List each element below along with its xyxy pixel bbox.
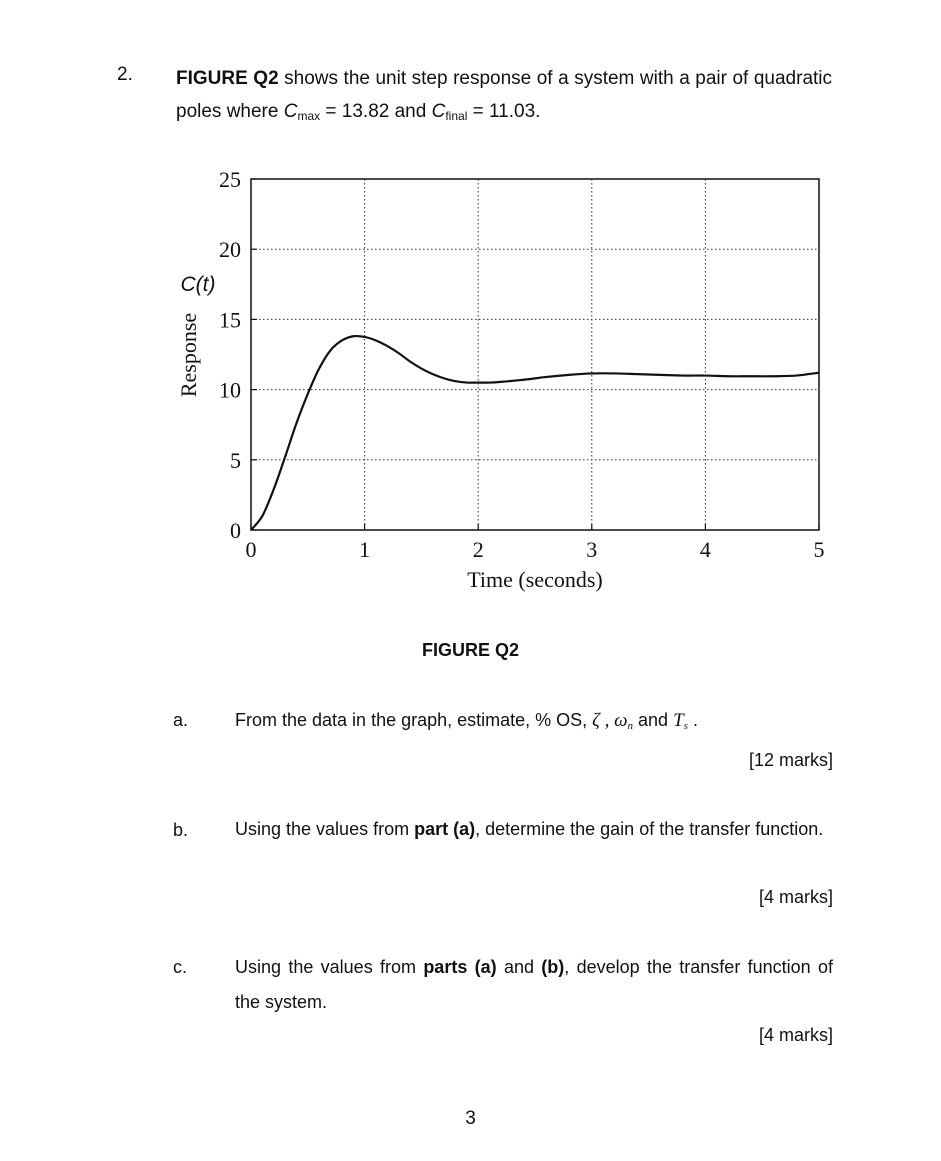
part-c-letter: c. — [173, 957, 188, 977]
response-curve — [251, 336, 819, 530]
settling-time-subscript: s — [683, 720, 688, 732]
question-text-part-1: shows the unit step response of a system with a pair of quadratic poles where — [176, 68, 833, 122]
y-tick-label: 10 — [219, 377, 241, 403]
part-b-bold-ref: part (a) — [414, 819, 476, 839]
x-tick-label: 4 — [699, 537, 711, 562]
y-axis-label: Response — [176, 312, 201, 398]
y-tick-label: 25 — [219, 167, 241, 192]
part-c-text-1: Using the values from — [235, 957, 424, 977]
cmax-symbol: C — [283, 101, 298, 122]
question-number: 2. — [117, 64, 133, 85]
part-a-end: . — [687, 710, 698, 730]
cmax-value: = 13.82 and — [320, 101, 432, 122]
cfinal-value: = 11.03. — [467, 101, 541, 122]
y-tick-label: 20 — [219, 237, 241, 263]
part-b-letter: b. — [173, 820, 189, 840]
part-a-letter: a. — [173, 710, 189, 730]
part-a-and: and — [633, 710, 674, 730]
part-c-text-3: , develop the transfer function of the system. — [235, 957, 833, 1012]
part-c-marks: [4 marks] — [758, 1025, 833, 1045]
part-c-text-2: and — [496, 957, 542, 977]
zeta-omega-symbols: ζ , ω — [592, 710, 628, 731]
part-b-text — [235, 812, 833, 847]
chart-frame — [251, 179, 819, 530]
chart-ticks — [219, 167, 825, 562]
cmax-subscript: max — [297, 109, 321, 123]
y-tick-label: 15 — [219, 307, 241, 333]
part-a-text — [235, 703, 833, 744]
x-axis-label: Time (seconds) — [467, 567, 603, 592]
cfinal-subscript: final — [445, 109, 468, 123]
part-c-bold-ref-2: (b) — [541, 957, 565, 977]
figure-reference: FIGURE Q2 — [176, 68, 279, 89]
y-tick-label: 5 — [230, 447, 241, 473]
part-c-bold-ref-1: parts (a) — [423, 957, 497, 977]
y-tick-label: 0 — [230, 518, 241, 543]
x-tick-label: 5 — [813, 537, 825, 562]
chart-grid — [251, 179, 819, 530]
part-b-text-1: Using the values from — [235, 819, 415, 839]
y-axis-symbol: C(t) — [180, 273, 216, 296]
omega-subscript: n — [627, 720, 634, 732]
x-tick-label: 0 — [245, 537, 257, 562]
part-b-text-2: , determine the gain of the transfer function. — [475, 819, 824, 839]
part-b-marks: [4 marks] — [758, 887, 833, 907]
page-number: 3 — [465, 1108, 476, 1129]
settling-time-symbol: T — [673, 710, 684, 731]
figure-caption: FIGURE Q2 — [421, 640, 519, 660]
part-a-marks: [12 marks] — [748, 750, 833, 770]
cfinal-symbol: C — [431, 101, 446, 122]
x-tick-label: 3 — [586, 537, 598, 562]
part-a-prompt: From the data in the graph, estimate, % OS, — [235, 710, 593, 730]
part-c-text — [235, 950, 833, 1020]
x-tick-label: 2 — [472, 537, 484, 562]
x-tick-label: 1 — [359, 537, 371, 562]
